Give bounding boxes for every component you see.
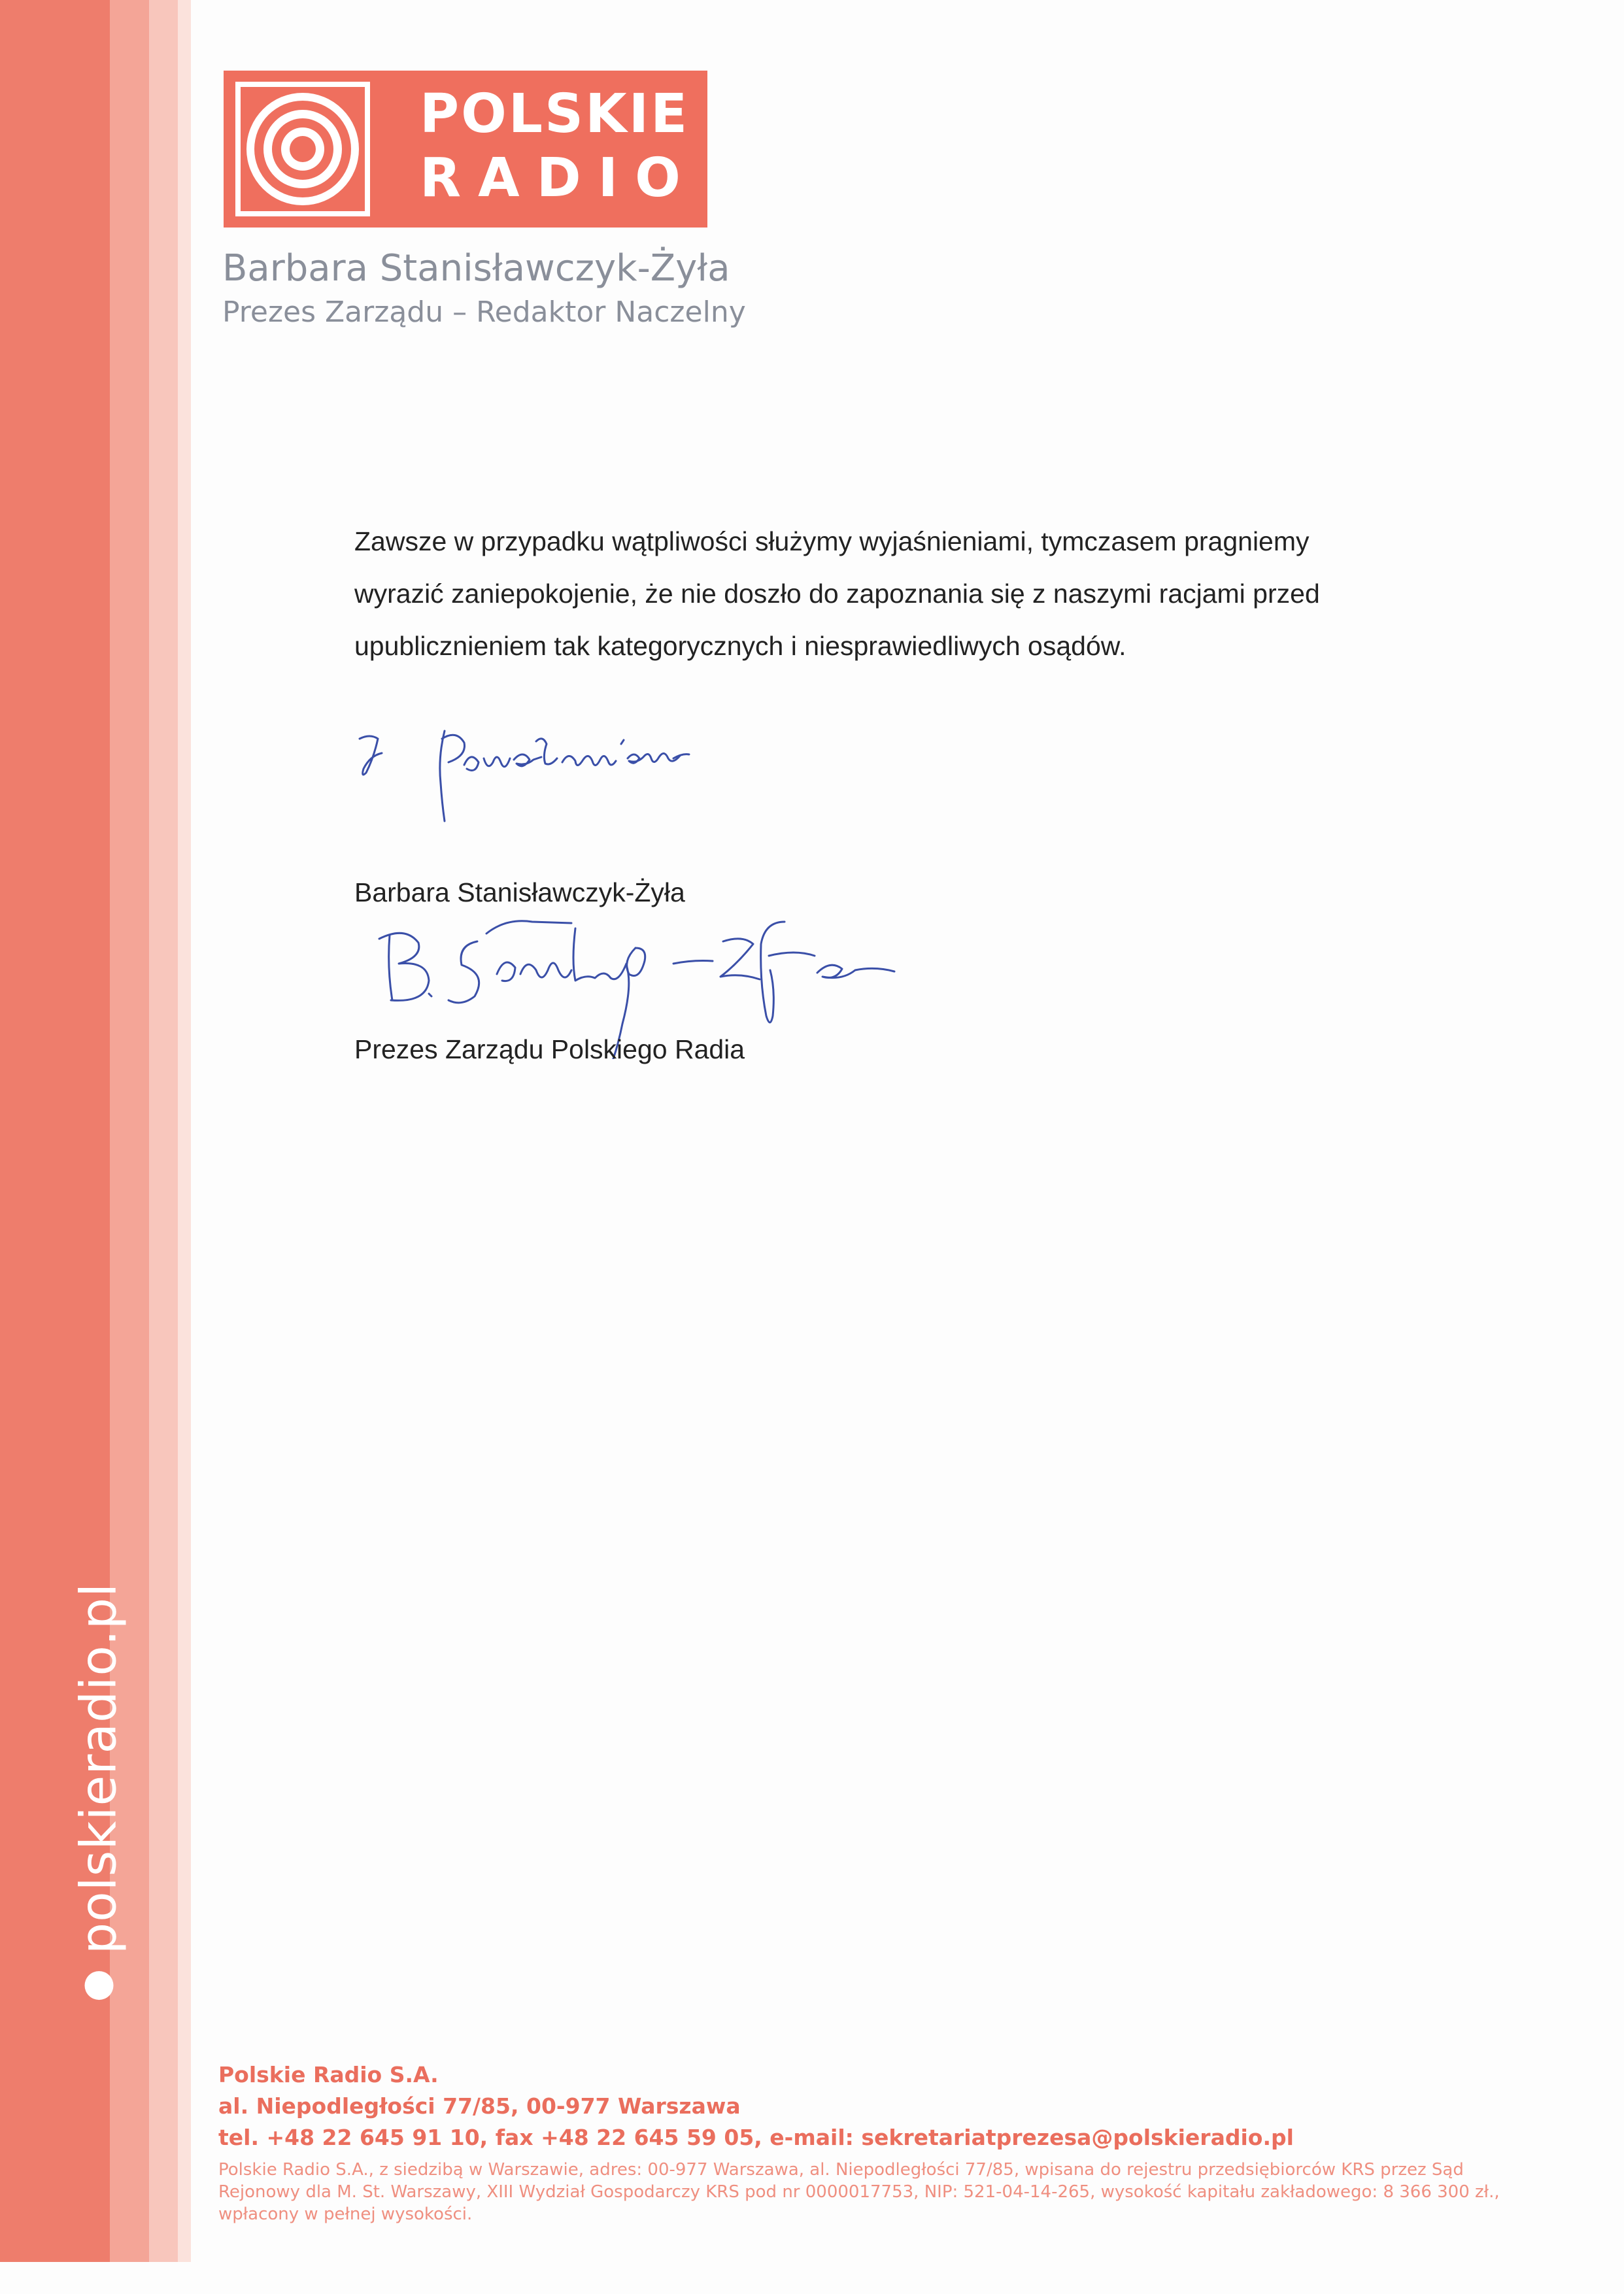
side-stripe-light (149, 0, 178, 2262)
signer-role: Prezes Zarządu Polskiego Radia (354, 1034, 745, 1064)
side-url-text: polskieradio.pl (69, 1582, 127, 1955)
letter-body (354, 515, 1518, 672)
logo-wordmark (420, 83, 698, 209)
logo-word-radio: RADIO (420, 147, 698, 209)
logo-word-polskie: POLSKIE (420, 83, 690, 145)
footer-contact: tel. +48 22 645 91 10, fax +48 22 645 59 05, e-mail: sekretariatprezesa@polskieradio.pl (218, 2125, 1294, 2150)
bullet-dot-icon (85, 1971, 114, 2000)
polskie-radio-logo (224, 71, 707, 228)
footer-company: Polskie Radio S.A. (218, 2062, 439, 2087)
footer-legal: Polskie Radio S.A., z siedzibą w Warszawie, adres: 00-977 Warszawa, al. Niepodległości 77/85, wpisana do rejestru przedsiębiorców KRS przez Sąd Rejonowy dla M. St. Warszawy, XIII Wydział Gospodarczy KRS pod nr 0000017753, NIP: 521-04-14-265, wysokość kapitału zakładowego: 8 366 300 zł., wpłacony w pełnej wysokości. (218, 2160, 1500, 2224)
radio-waves-logo-icon (235, 82, 370, 216)
letterhead-role: Prezes Zarządu – Redaktor Naczelny (222, 295, 746, 329)
footer-address: al. Niepodległości 77/85, 00-977 Warszawa (218, 2093, 741, 2119)
side-url (69, 1583, 127, 2000)
footer (218, 2059, 1526, 2225)
body-line: Zawsze w przypadku wątpliwości służymy wyjaśnieniami, tymczasem pragniemy (354, 526, 1310, 556)
handwritten-closing (347, 713, 830, 837)
side-stripe-pale (178, 0, 191, 2262)
body-line: wyrazić zaniepokojenie, że nie doszło do zapoznania się z naszymi racjami przed (354, 579, 1320, 609)
signer-name: Barbara Stanisławczyk-Żyła (354, 877, 685, 907)
body-line: upublicznieniem tak kategorycznych i niesprawiedliwych osądów. (354, 631, 1126, 661)
letterhead-name: Barbara Stanisławczyk-Żyła (222, 247, 730, 290)
